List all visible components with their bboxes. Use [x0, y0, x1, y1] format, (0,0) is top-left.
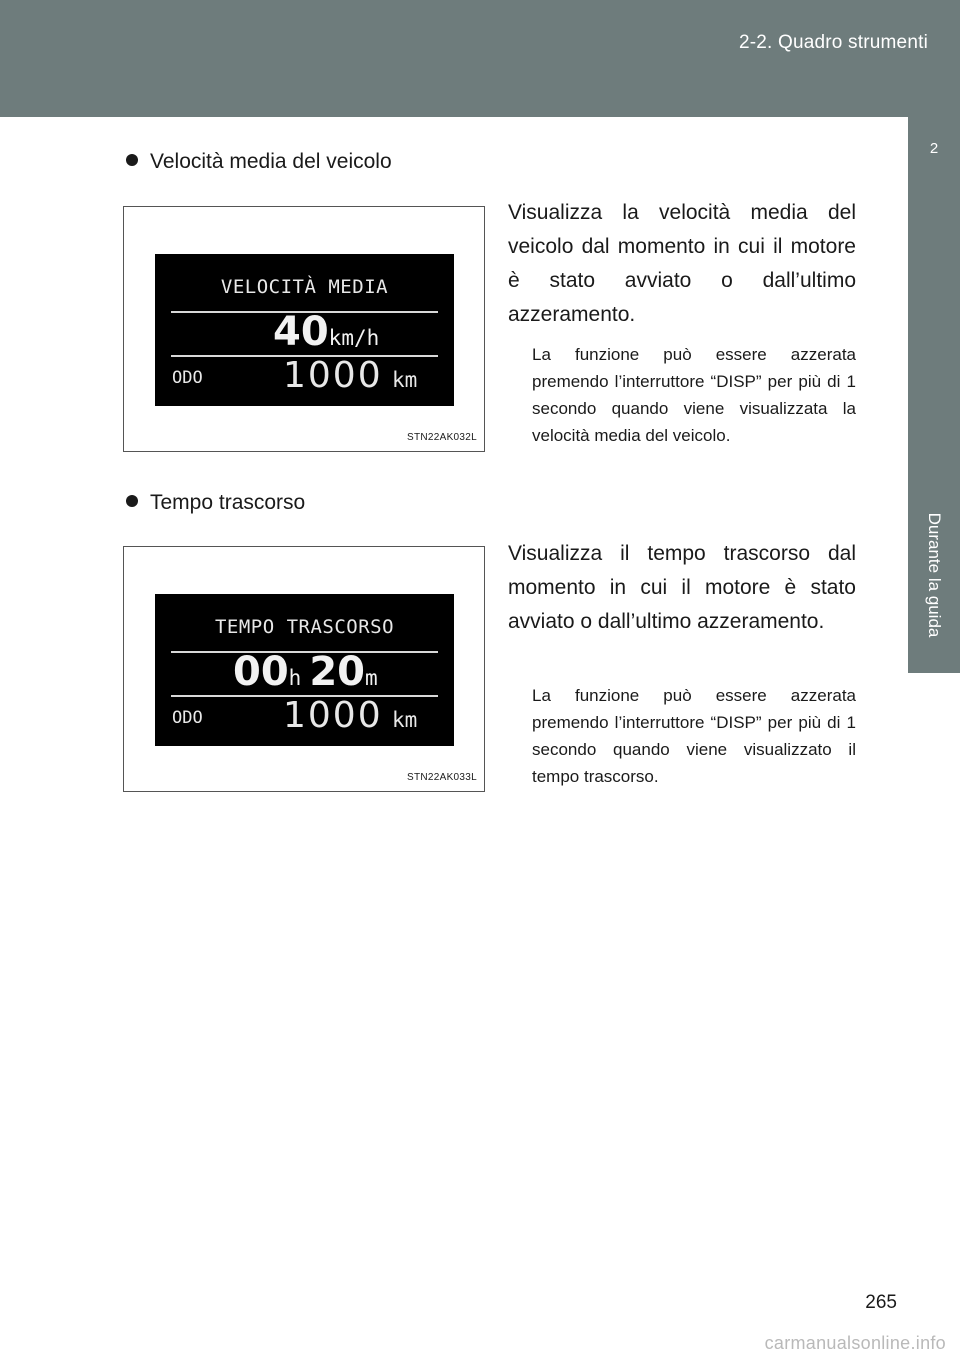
minutes-unit: m: [365, 666, 378, 690]
figure-average-speed: [123, 206, 485, 452]
section-heading-elapsed-time: [126, 491, 305, 515]
odo-unit: km: [392, 368, 418, 392]
lcd-display: [155, 594, 454, 746]
speed-unit: km/h: [328, 326, 380, 350]
lcd-display: [155, 254, 454, 406]
odo-label: ODO: [172, 708, 203, 728]
figure-elapsed-time: [123, 546, 485, 792]
lcd-title: VELOCITÀ MEDIA: [220, 276, 389, 298]
bullet-icon: [126, 495, 138, 507]
section-heading-average-speed: [126, 150, 392, 174]
chapter-label: Durante la guida: [925, 512, 944, 638]
figure-code: STN22AK033L: [406, 772, 477, 783]
lcd-title: TEMPO TRASCORSO: [214, 616, 395, 638]
watermark: carmanualsonline.info: [764, 1333, 946, 1353]
lcd-main-value: [273, 309, 380, 358]
lcd-main-value: [233, 649, 378, 698]
section-heading-text: Tempo trascorso: [150, 491, 306, 514]
odo-unit: km: [392, 708, 418, 732]
section-heading-text: Velocità media del veicolo: [150, 150, 392, 173]
chapter-number: 2: [908, 117, 960, 181]
note-elapsed-time: La funzione può essere azzerata premendo l’interruttore “DISP” per più di 1 secondo quando viene visualizzato il tempo trascorso.: [532, 686, 856, 786]
speed-value: 40: [273, 309, 329, 355]
page-header: [0, 0, 960, 117]
hours-unit: h: [288, 666, 302, 690]
side-tab-separator: [908, 368, 960, 424]
description-average-speed: Visualizza la velocità media del veicolo dal momento in cui il motore è stato avviato o dall’ultimo azzeramento.: [508, 201, 856, 326]
page-number: 265: [865, 1292, 897, 1313]
figure-code: STN22AK032L: [406, 432, 477, 443]
note-average-speed: La funzione può essere azzerata premendo l’interruttore “DISP” per più di 1 secondo quando viene visualizzata la velocità media del veicolo.: [532, 345, 856, 445]
bullet-icon: [126, 154, 138, 166]
description-elapsed-time: Visualizza il tempo trascorso dal momento in cui il motore è stato avviato o dall’ultimo azzeramento.: [508, 542, 856, 633]
odo-label: ODO: [172, 368, 203, 388]
hours-value: 00: [233, 649, 289, 695]
section-title: 2-2. Quadro strumenti: [738, 32, 928, 53]
odo-value: 1000: [283, 355, 383, 396]
minutes-value: 20: [309, 649, 365, 695]
odo-value: 1000: [283, 695, 383, 736]
